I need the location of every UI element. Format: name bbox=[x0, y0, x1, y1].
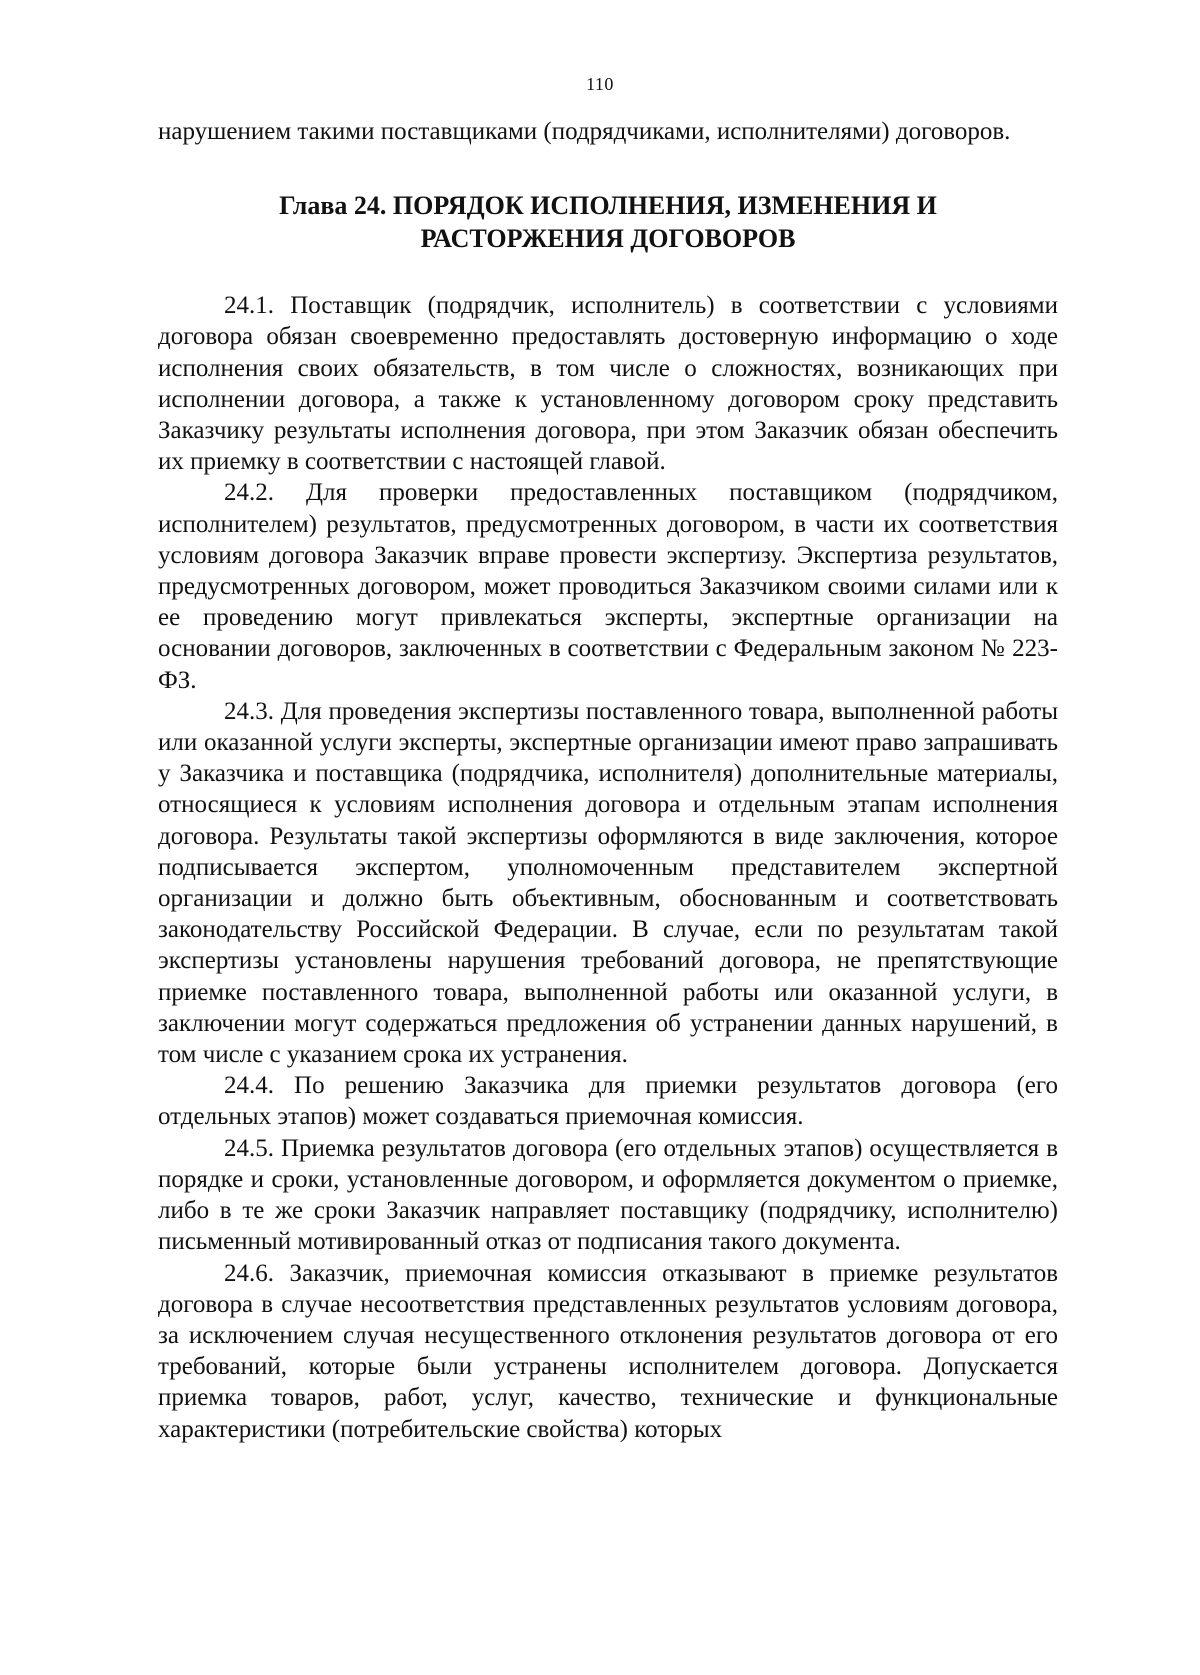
paragraph-24-4: 24.4. По решению Заказчика для приемки результатов договора (его отдельных этапов) может создаваться приемочная комиссия. bbox=[158, 1072, 1058, 1131]
paragraph-24-6: 24.6. Заказчик, приемочная комиссия отказывают в приемке результатов договора в случае несоответствия представленных результатов условиям договора, за исключением случая несущественного отклонения результатов договора от его требований, которые были устранены исполнителем договора. Допускается приемка товаров, работ, услуг, качество, технические и функциональные характеристики (потребительские свойства) которых bbox=[158, 1259, 1058, 1443]
chapter-title bbox=[158, 189, 1058, 255]
chapter-title-line-1: Глава 24. ПОРЯДОК ИСПОЛНЕНИЯ, ИЗМЕНЕНИЯ И bbox=[279, 191, 937, 221]
paragraph-24-5: 24.5. Приемка результатов договора (его отдельных этапов) осуществляется в порядке и сроки, установленные договором, и оформляется документом о приемке, либо в те же сроки Заказчик направляет поставщику (подрядчику, исполнителю) письменный мотивированный отказ от подписания такого документа. bbox=[158, 1134, 1058, 1256]
paragraph-24-3: 24.3. Для проведения экспертизы поставленного товара, выполненной работы или оказанной услуги эксперты, экспертные организации имеют право запрашивать у Заказчика и поставщика (подрядчика, исполнителя) дополнительные материалы, относящиеся к условиям исполнения договора и отдельным этапам исполнения договора. Результаты такой экспертизы оформляются в виде заключения, которое подписывается экспертом, уполномоченным представителем экспертной организации и должно быть объективным, обоснованным и соответствовать законодательству Российской Федерации. В случае, если по результатам такой экспертизы установлены нарушения требований договора, не препятствующие приемке поставленного товара, выполненной работы или оказанной услуги, в заключении могут содержаться предложения об устранении данных нарушений, в том числе с указанием срока их устранения. bbox=[158, 697, 1058, 1069]
paragraph-24-2: 24.2. Для проверки предоставленных поставщиком (подрядчиком, исполнителем) результатов, предусмотренных договором, в части их соответствия условиям договора Заказчик вправе провести экспертизу. Экспертиза результатов, предусмотренных договором, может проводиться Заказчиком своими силами или к ее проведению могут привлекаться эксперты, экспертные организации на основании договоров, заключенных в соответствии с Федеральным законом № 223-ФЗ. bbox=[158, 479, 1058, 694]
continued-text: нарушением такими поставщиками (подрядчиками, исполнителями) договоров. bbox=[158, 118, 1011, 145]
page-number: 110 bbox=[586, 74, 614, 94]
page-body bbox=[158, 116, 1058, 1445]
paragraph-24-1: 24.1. Поставщик (подрядчик, исполнитель) в соответствии с условиями договора обязан своевременно предоставлять достоверную информацию о ходе исполнения своих обязательств, в том числе о сложностях, возникающих при исполнении договора, а также к установленному договором сроку представить Заказчику результаты исполнения договора, при этом Заказчик обязан обеспечить их приемку в соответствии с настоящей главой. bbox=[158, 292, 1058, 476]
chapter-title-line-2: РАСТОРЖЕНИЯ ДОГОВОРОВ bbox=[420, 224, 796, 254]
